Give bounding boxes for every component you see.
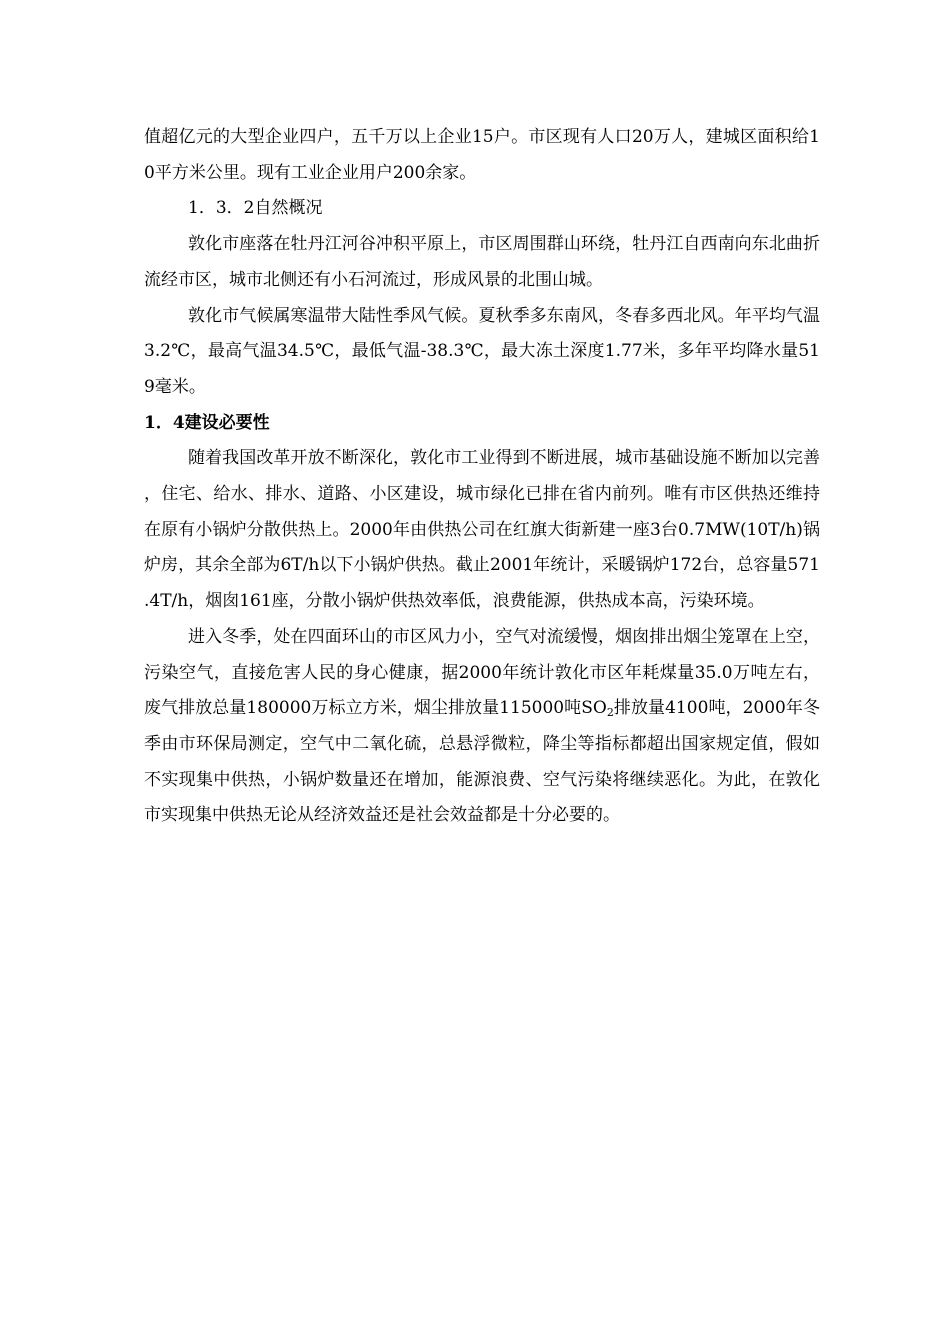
natural-paragraph-1: 敦化市座落在牡丹江河谷冲积平原上，市区周围群山环绕，牡丹江自西南向东北曲折流经市区，城市北侧还有小石河流过，形成风景的北围山城。 (144, 234, 820, 290)
necessity-paragraph-2-part-a: 进入冬季，处在四面环山的市区风力小，空气对流缓慢，烟囱排出烟尘笼罩在上空，污染空气，直接危害人民的身心健康，据2000年统计敦化市区年耗煤量35.0万吨左右，废气排放总量180000万标立方米，烟尘排放量115000吨SO (144, 626, 820, 719)
necessity-paragraph-2 (144, 620, 820, 834)
necessity-paragraph-2-part-b: 排放量4100吨，2000年冬季由市环保局测定，空气中二氧化硫，总悬浮微粒，降尘等指标都超出国家规定值，假如不实现集中供热，小锅炉数量还在增加，能源浪费、空气污染将继续恶化。为此，在敦化市实现集中供热无论从经济效益还是社会效益都是十分必要的。 (144, 698, 821, 826)
so2-subscript: 2 (606, 706, 614, 720)
intro-paragraph: 值超亿元的大型企业四户，五千万以上企业15户。市区现有人口20万人，建城区面积给10平方米公里。现有工业企业用户200余家。 (144, 127, 820, 183)
necessity-paragraph-1: 随着我国改革开放不断深化，敦化市工业得到不断进展，城市基础设施不断加以完善，住宅、给水、排水、道路、小区建设，城市绿化已排在省内前列。唯有市区供热还维持在原有小锅炉分散供热上。2000年由供热公司在红旗大街新建一座3台0.7MW(10T/h)锅炉房，其余全部为6T/h以下小锅炉供热。截止2001年统计，采暖锅炉172台，总容量571.4T/h，烟囱161座，分散小锅炉供热效率低，浪费能源，供热成本高，污染环境。 (144, 448, 820, 612)
section-heading-natural: 1．3．2自然概况 (188, 198, 323, 219)
document-body (144, 120, 820, 834)
section-heading-necessity: 1．4建设必要性 (144, 412, 270, 433)
natural-paragraph-2: 敦化市气候属寒温带大陆性季风气候。夏秋季多东南风，冬春多西北风。年平均气温3.2℃，最高气温34.5℃，最低气温-38.3℃，最大冻土深度1.77米，多年平均降水量519毫米。 (144, 305, 820, 397)
